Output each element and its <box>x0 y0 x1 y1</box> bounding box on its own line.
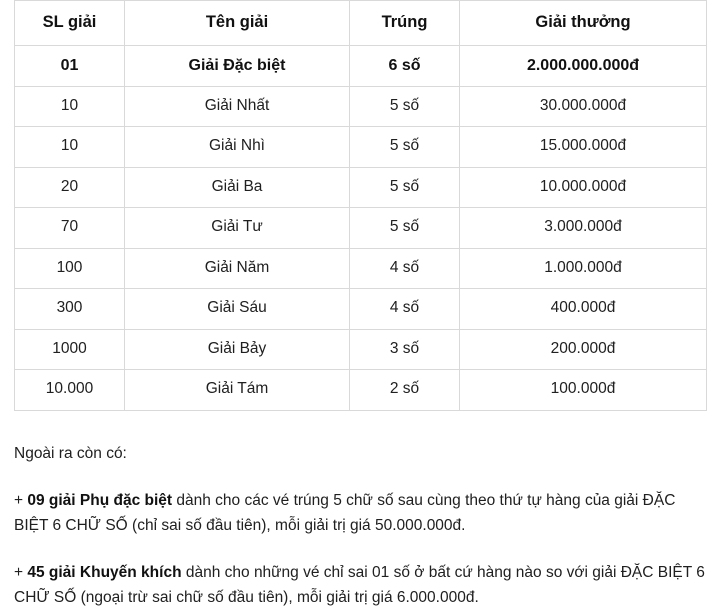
cell-matched-digits: 5 số <box>350 86 460 127</box>
cell-prize-value: 1.000.000đ <box>460 248 707 289</box>
cell-prize-name: Giải Ba <box>125 167 350 208</box>
cell-quantity: 10.000 <box>15 370 125 411</box>
table-header-row <box>15 1 707 46</box>
notes-intro: Ngoài ra còn có: <box>14 411 706 466</box>
cell-prize-value: 10.000.000đ <box>460 167 707 208</box>
cell-prize-name: Giải Đặc biệt <box>125 46 350 87</box>
table-row <box>15 248 707 289</box>
cell-prize-name: Giải Sáu <box>125 289 350 330</box>
cell-matched-digits: 5 số <box>350 208 460 249</box>
cell-quantity: 20 <box>15 167 125 208</box>
cell-prize-value: 15.000.000đ <box>460 127 707 168</box>
note-khuyen-khich <box>14 538 706 610</box>
cell-matched-digits: 2 số <box>350 370 460 411</box>
cell-quantity: 10 <box>15 127 125 168</box>
cell-prize-name: Giải Bảy <box>125 329 350 370</box>
note-khuyen-khich-rest: dành cho những vé chỉ sai 01 số ở bất cứ hàng nào so với giải ĐẶC BIỆT 6 CHỮ SỐ (ngoại trừ sai chữ số đầu tiên), mỗi giải trị giá 6.000.000đ. <box>14 564 705 606</box>
note-phu-dac-biet-prefix: + <box>14 492 27 509</box>
cell-matched-digits: 3 số <box>350 329 460 370</box>
table-header <box>15 1 707 46</box>
cell-prize-name: Giải Nhất <box>125 86 350 127</box>
cell-prize-value: 200.000đ <box>460 329 707 370</box>
cell-prize-value: 2.000.000.000đ <box>460 46 707 87</box>
note-khuyen-khich-prefix: + <box>14 564 27 581</box>
column-header-prize-name: Tên giải <box>125 1 350 46</box>
table-body <box>15 46 707 411</box>
table-row <box>15 329 707 370</box>
cell-prize-value: 400.000đ <box>460 289 707 330</box>
cell-matched-digits: 6 số <box>350 46 460 87</box>
table-row <box>15 208 707 249</box>
table-row <box>15 86 707 127</box>
table-row <box>15 167 707 208</box>
cell-prize-value: 3.000.000đ <box>460 208 707 249</box>
cell-matched-digits: 5 số <box>350 127 460 168</box>
table-row <box>15 289 707 330</box>
table-row <box>15 127 707 168</box>
cell-quantity: 300 <box>15 289 125 330</box>
column-header-matched-digits: Trúng <box>350 1 460 46</box>
cell-matched-digits: 5 số <box>350 167 460 208</box>
cell-prize-name: Giải Tám <box>125 370 350 411</box>
cell-quantity: 01 <box>15 46 125 87</box>
cell-matched-digits: 4 số <box>350 248 460 289</box>
cell-quantity: 10 <box>15 86 125 127</box>
notes-section <box>0 411 720 610</box>
table-row <box>15 46 707 87</box>
prize-table <box>14 0 707 411</box>
note-khuyen-khich-bold: 45 giải Khuyến khích <box>27 564 181 581</box>
note-phu-dac-biet-rest: dành cho các vé trúng 5 chữ số sau cùng theo thứ tự hàng của giải ĐẶC BIỆT 6 CHỮ SỐ (chỉ sai số đầu tiên), mỗi giải trị giá 50.000.000đ. <box>14 492 675 534</box>
cell-prize-name: Giải Tư <box>125 208 350 249</box>
cell-prize-name: Giải Nhì <box>125 127 350 168</box>
cell-quantity: 100 <box>15 248 125 289</box>
cell-matched-digits: 4 số <box>350 289 460 330</box>
cell-prize-value: 100.000đ <box>460 370 707 411</box>
note-phu-dac-biet-bold: 09 giải Phụ đặc biệt <box>27 492 172 509</box>
cell-quantity: 1000 <box>15 329 125 370</box>
column-header-quantity: SL giải <box>15 1 125 46</box>
column-header-prize-value: Giải thưởng <box>460 1 707 46</box>
cell-quantity: 70 <box>15 208 125 249</box>
cell-prize-name: Giải Năm <box>125 248 350 289</box>
cell-prize-value: 30.000.000đ <box>460 86 707 127</box>
note-phu-dac-biet <box>14 466 706 538</box>
table-row <box>15 370 707 411</box>
